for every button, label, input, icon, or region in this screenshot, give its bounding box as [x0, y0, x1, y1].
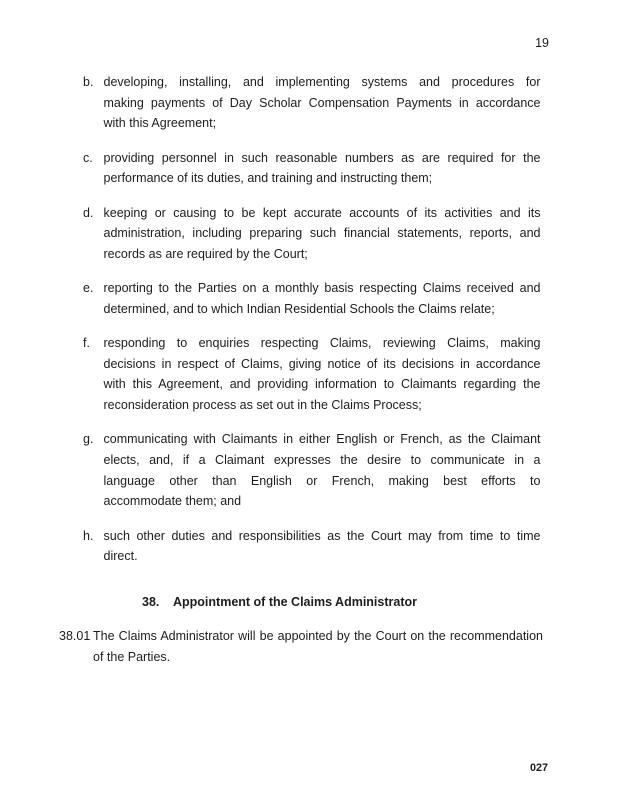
- item-letter: f.: [83, 336, 90, 351]
- page-content: [59, 72, 543, 668]
- clause-38-01: [59, 626, 543, 667]
- text-line: The Claims Administrator will be appointed by the Court on the recommendation: [93, 629, 543, 644]
- item-letter: d.: [83, 205, 94, 220]
- page-number: 19: [535, 36, 549, 50]
- text-line: communicating with Claimants in either English or French, as the Claimant: [103, 432, 541, 447]
- item-letter: g.: [83, 432, 94, 447]
- text-line: elects, and, if a Claimant expresses the desire to communicate in a: [103, 453, 541, 468]
- section-number: 38.: [142, 594, 160, 609]
- text-line: decisions in respect of Claims, giving notice of its decisions in accordance: [103, 356, 541, 371]
- section-title: Appointment of the Claims Administrator: [173, 594, 417, 609]
- item-letter: c.: [83, 150, 93, 165]
- section-heading: [142, 592, 543, 613]
- text-line: making payments of Day Scholar Compensation Payments in accordance: [103, 95, 541, 110]
- list-item-e: [83, 278, 543, 319]
- item-text: [104, 526, 541, 567]
- text-line: keeping or causing to be kept accurate accounts of its activities and its: [103, 205, 541, 220]
- list-item-g: [83, 429, 543, 512]
- item-text: [104, 148, 541, 189]
- item-letter: b.: [83, 75, 94, 89]
- item-text: [104, 278, 541, 319]
- text-line: reconsideration process as set out in the Claims Process;: [103, 398, 422, 413]
- text-line: developing, installing, and implementing systems and procedures for: [103, 75, 541, 89]
- bates-number: 027: [529, 762, 548, 774]
- text-line: records as are required by the Court;: [103, 246, 308, 261]
- text-line: with this Agreement;: [103, 116, 217, 131]
- text-line: administration, including preparing such financial statements, reports, and: [103, 226, 541, 241]
- text-line: responding to enquiries respecting Claims, reviewing Claims, making: [103, 336, 541, 351]
- item-text: [104, 203, 541, 265]
- text-line: of the Parties.: [93, 649, 171, 664]
- clause-text: [93, 626, 543, 667]
- clause-number: 38.01: [59, 629, 91, 644]
- item-text: [104, 72, 541, 134]
- text-line: accommodate them; and: [103, 494, 242, 509]
- item-letter: e.: [83, 281, 94, 296]
- list-item-d: [83, 203, 543, 265]
- text-line: with this Agreement, and providing information to Claimants regarding the: [103, 377, 541, 392]
- list-item-f: [83, 333, 543, 416]
- text-line: direct.: [103, 549, 138, 564]
- list-item-c: [83, 148, 543, 189]
- item-letter: h.: [83, 528, 94, 543]
- list-item-h: [83, 526, 543, 567]
- item-text: [104, 333, 541, 416]
- text-line: performance of its duties, and training and instructing them;: [103, 171, 433, 186]
- text-line: reporting to the Parties on a monthly basis respecting Claims received and: [103, 281, 541, 296]
- list-item-b: [83, 72, 543, 134]
- text-line: language other than English or French, making best efforts to: [103, 473, 541, 488]
- item-text: [104, 429, 541, 512]
- text-line: such other duties and responsibilities as the Court may from time to time: [103, 528, 541, 543]
- text-line: determined, and to which Indian Residential Schools the Claims relate;: [103, 301, 495, 316]
- text-line: providing personnel in such reasonable numbers as are required for the: [103, 150, 541, 165]
